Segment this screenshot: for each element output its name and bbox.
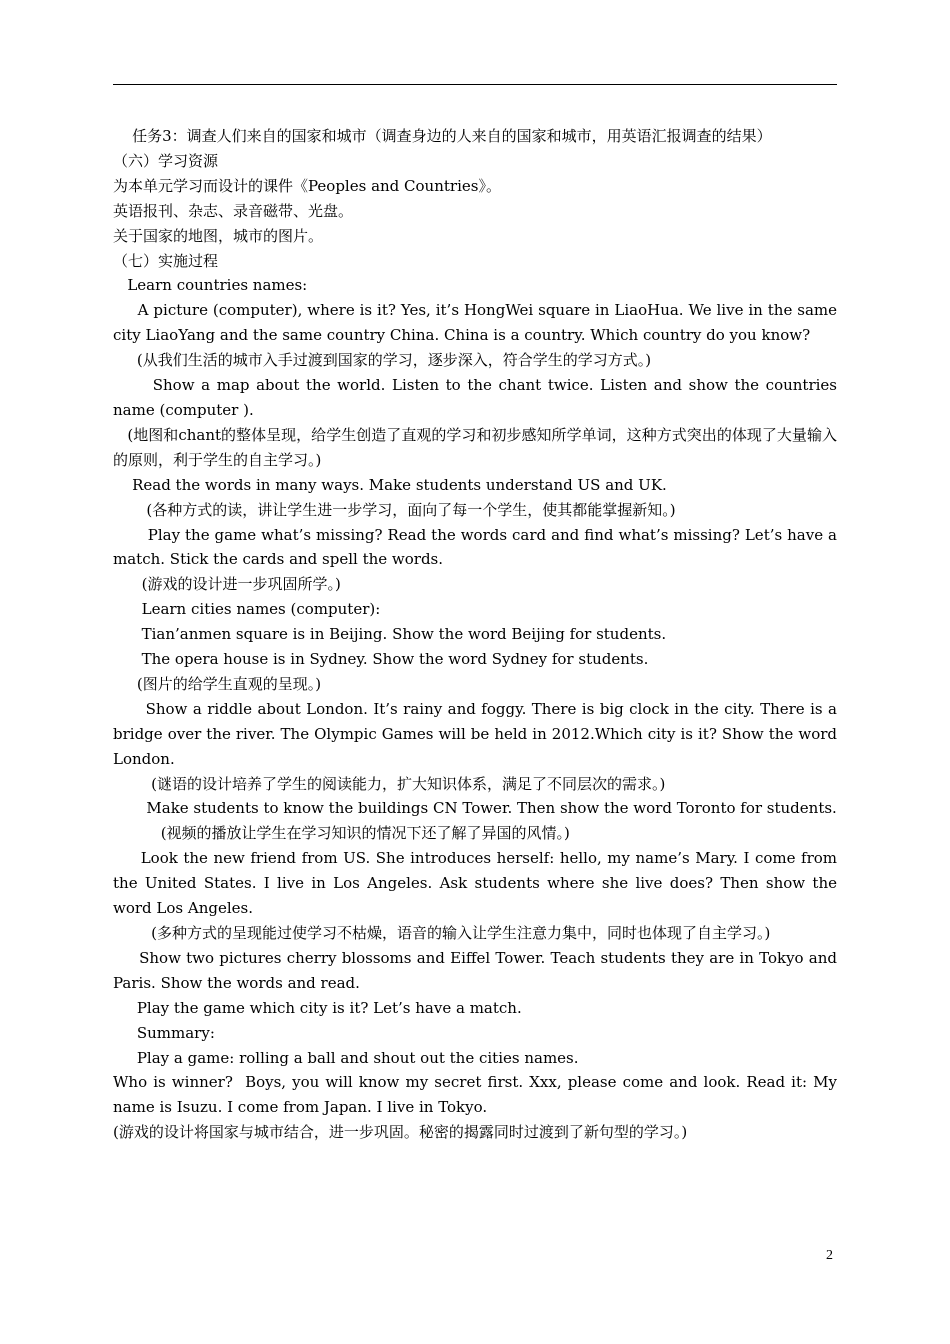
step-tokyo-paris: Show two pictures cherry blossoms and Eiffel Tower. Teach students they are in Tokyo and Paris. Show the words and read. — [113, 948, 842, 992]
resource-maps: 关于国家的地图，城市的图片。 — [113, 226, 324, 245]
header-rule — [113, 84, 837, 85]
note-final: (游戏的设计将国家与城市结合，进一步巩固。秘密的揭露同时过渡到了新句型的学习。) — [113, 1123, 688, 1142]
resource-media: 英语报刊、杂志、录音磁带、光盘。 — [113, 201, 354, 220]
note-video: (视频的播放让学生在学习知识的情况下还了解了异国的风情。) — [113, 824, 570, 843]
section-learning-resources: （六）学习资源 — [113, 151, 219, 170]
note-pictures: (图片的给学生直观的呈现。) — [113, 674, 322, 693]
resource-courseware: 为本单元学习而设计的课件《Peoples and Countries》。 — [113, 176, 501, 195]
step-summary: Summary: — [113, 1023, 215, 1042]
step-countries-heading: Learn countries names: — [113, 276, 308, 295]
step-toronto: Make students to know the buildings CN Tower. Then show the word Toronto for students. — [113, 799, 837, 818]
note-game: (游戏的设计进一步巩固所学。) — [113, 575, 341, 594]
section-implementation: （七）实施过程 — [113, 251, 219, 270]
step-world-map: Show a map about the world. Listen to the chant twice. Listen and show the countries name (computer ). — [113, 376, 842, 419]
step-cities-heading: Learn cities names (computer): — [113, 600, 381, 619]
step-picture: A picture (computer), where is it? Yes, it’s HongWei square in LiaoHua. We live in the same city LiaoYang and the same country China. China is a country. Which country do you know? — [113, 301, 842, 345]
page-number: 2 — [826, 1248, 833, 1263]
step-beijing: Tian’anmen square is in Beijing. Show the word Beijing for students. — [113, 625, 667, 644]
note-presentation: (多种方式的呈现能过使学习不枯燥，语音的输入让学生注意力集中，同时也体现了自主学习。) — [113, 924, 771, 942]
step-missing-game: Play the game what’s missing? Read the words card and find what’s missing? Let’s have a match. Stick the cards and spell the words. — [113, 525, 842, 569]
step-london-riddle: Show a riddle about London. It’s rainy and foggy. There is big clock in the city. There is a bridge over the river. The Olympic Games will be held in 2012.Which city is it? Show the word London. — [113, 699, 842, 768]
step-rolling-ball: Play a game: rolling a ball and shout out the cities names. — [113, 1048, 579, 1067]
step-which-city-game: Play the game which city is it? Let’s have a match. — [113, 998, 522, 1017]
note-reading: (各种方式的读，讲让学生进一步学习，面向了每一个学生，使其都能掌握新知。) — [113, 500, 676, 519]
note-city-to-country: (从我们生活的城市入手过渡到国家的学习，逐步深入，符合学生的学习方式。) — [113, 351, 652, 370]
note-map-chant: (地图和chant的整体呈现，给学生创造了直观的学习和初步感知所学单词，这种方式突出的体现了大量输入的原则，利于学生的自主学习。) — [113, 425, 837, 469]
task3-line: 任务3：调查人们来自的国家和城市（调查身边的人来自的国家和城市，用英语汇报调查的结果） — [113, 127, 772, 145]
note-riddle: (谜语的设计培养了学生的阅读能力，扩大知识体系，满足了不同层次的需求。) — [113, 774, 666, 793]
step-winner: Who is winner? Boys, you will know my secret first. Xxx, please come and look. Read it: My name is Isuzu. I come from Japan. I live in Tokyo. — [113, 1073, 842, 1117]
step-sydney: The opera house is in Sydney. Show the word Sydney for students. — [113, 650, 649, 669]
document-body — [113, 124, 842, 1145]
step-los-angeles: Look the new friend from US. She introduces herself: hello, my name’s Mary. I come from the United States. I live in Los Angeles. Ask students where she live does? Then show the word Los Angeles. — [113, 849, 842, 918]
step-read-words: Read the words in many ways. Make students understand US and UK. — [113, 475, 667, 494]
